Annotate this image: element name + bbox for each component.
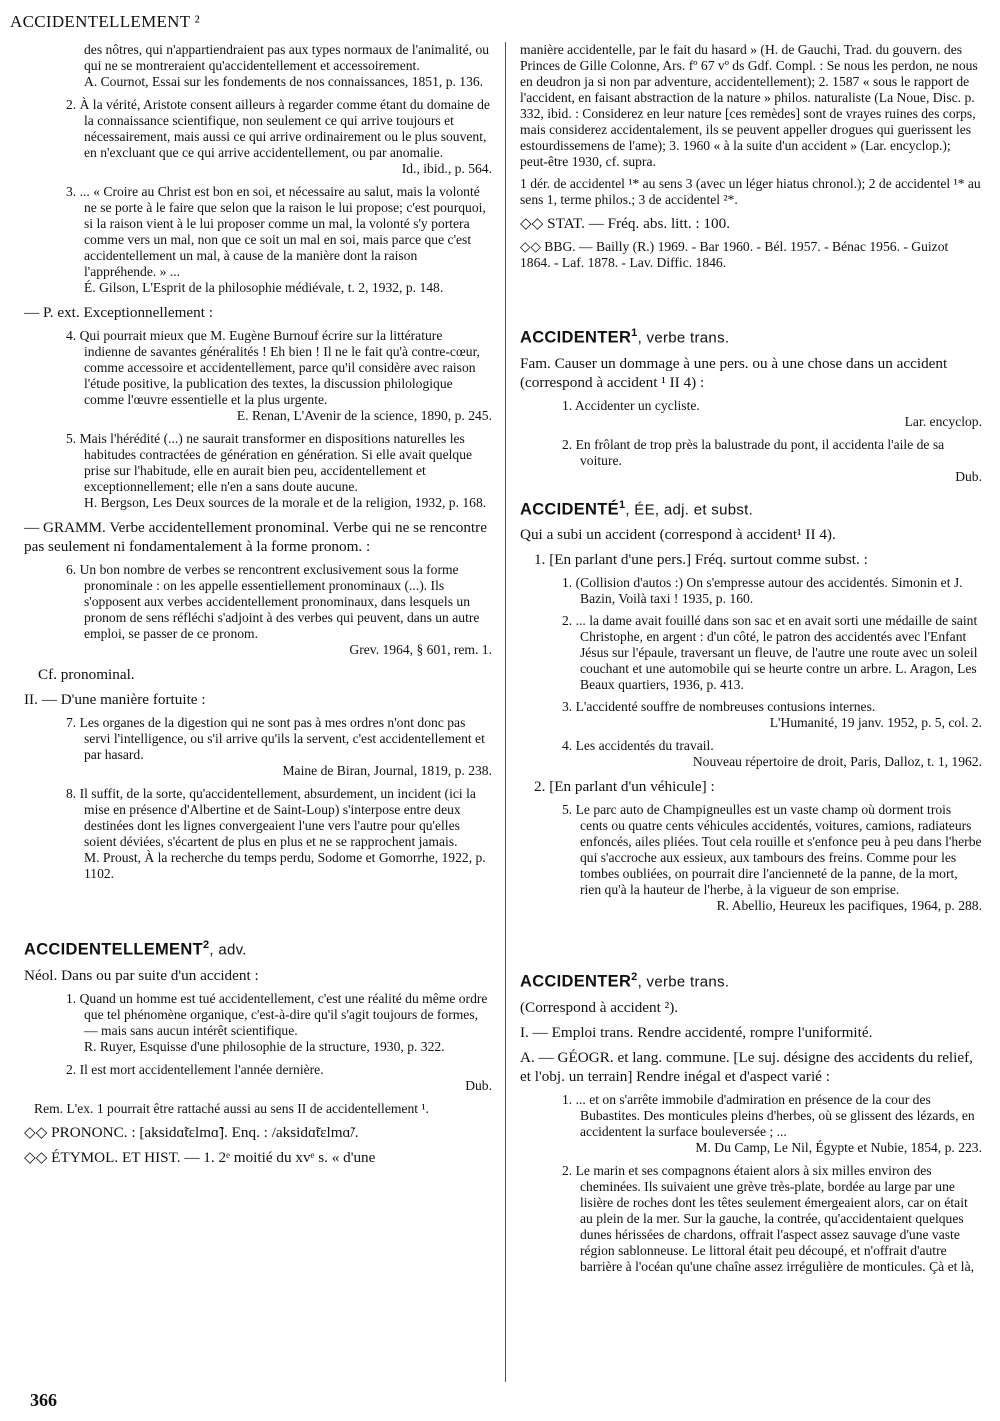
definition-neol: Néol. Dans ou par suite d'un accident : — [24, 966, 259, 984]
column-divider — [505, 42, 506, 1382]
example-1: 1. Accidenter un cycliste. — [562, 397, 700, 413]
pronunciation: ◇◇ PRONONC. : [aksidɑ̃tɛlmɑ̃]. Enq. : /aksidɑ̃tɛlmɑ̃/. — [24, 1123, 359, 1141]
running-head: ACCIDENTELLEMENT ² — [10, 12, 201, 31]
example-2: 2. Le marin et ses compagnons étaient alors à six milles environ des cheminées. Ils suivaient une grève très-plate, bordée au large par une lisière de roches dont les têtes seulement émergeaient alors, car on était au plein de la mer. Sur la gauche, la contrée, qu'accidentaient quelques dunes hérissées de chardons, offrait l'aspect assez sauvage d'une vaste région sablonneuse. Le littoral était peu découpé, et n'offrait d'autre barrière à l'océan qu'une chaîne assez irrégulière de monticules. Çà et là, — [562, 1162, 975, 1274]
example-source-2: Id., ibid., p. 564. — [401, 161, 492, 176]
example-source-4: Nouveau répertoire de droit, Paris, Dalloz, t. 1, 1962. — [692, 754, 982, 769]
example-2: 2. ... la dame avait fouillé dans son sac et en avait sorti une médaille de saint Christophe, en argent : d'un côté, le patron des accidentés avec l'Enfant Jésus sur l'épaule, traversant un fleuve, de l'autre une route avec un soleil couchant et une automobile qui se heurte contre un arbre. L. Aragon, Les Beaux quartiers, 1936, p. 413. — [562, 613, 978, 692]
example-source-4: E. Renan, L'Avenir de la science, 1890, p. 245. — [236, 408, 492, 423]
entry-heading-accidenter-2 — [520, 971, 982, 992]
definition: Qui a subi un accident (correspond à accident¹ II 4). — [520, 526, 836, 543]
entry-pos: , verbe trans. — [637, 973, 730, 991]
sense-gramm: — GRAMM. Verbe accidentellement pronominal. Verbe qui ne se rencontre pas seulement ni fondamentalement à la forme pronom. : — [24, 519, 487, 555]
neol-source-1: R. Ruyer, Esquisse d'une philosophie de la structure, 1930, p. 322. — [84, 1038, 445, 1054]
subsection-a: A. — GÉOGR. et lang. commune. [Le suj. désigne des accidents du relief, et l'obj. un terrain] Rendre inégal et d'aspect varié : — [520, 1048, 973, 1085]
example-source-1: M. Du Camp, Le Nil, Égypte et Nubie, 1854, p. 223. — [695, 1139, 982, 1155]
example-4: 4. Qui pourrait mieux que M. Eugène Burnouf écrire sur la littérature indienne de savantes généralités ! Eh bien ! Il ne le fait qu'à contre-cœur, comme accessoire et accidentellement, parce qu'il considère avec raison l'étude positive, la publication des textes, la discussion philologique comme l'œuvre essentielle et la plus urgente. — [66, 328, 480, 407]
sense-p-ext: — P. ext. Exceptionnellement : — [24, 304, 213, 321]
example-source-5: H. Bergson, Les Deux sources de la morale et de la religion, 1932, p. 168. — [84, 495, 487, 510]
bibliography: ◇◇ BBG. — Bailly (R.) 1969. - Bar 1960. - Bél. 1957. - Bénac 1956. - Guizot 1864. - Laf. 1878. - Lav. Diffic. 1846. — [520, 239, 949, 270]
example-8: 8. Il suffit, de la sorte, qu'accidentellement, absurdement, un incident (ici la mise en présence d'Albertine et de Saint-Loup) s'interpose entre deux destinées dont les lignes convergeaient l'une vers l'autre pour qu'elles soient déviées, s'écartent de plus en plus et ne se rapprochent jamais. — [66, 786, 476, 849]
example-4: 4. Les accidentés du travail. — [562, 738, 714, 753]
section-ii: II. — D'une manière fortuite : — [24, 691, 206, 708]
entry-homograph: 2 — [202, 939, 210, 951]
entry-homograph: 2 — [631, 971, 638, 983]
example-source-2: Dub. — [955, 468, 982, 484]
example-source-3: É. Gilson, L'Esprit de la philosophie médiévale, t. 2, 1932, p. 148. — [84, 280, 444, 295]
statistics: ◇◇ STAT. — Fréq. abs. litt. : 100. — [520, 215, 731, 232]
entry-pos: , ÉE, adj. et subst. — [625, 501, 754, 518]
entry-word: ACCIDENTÉ — [520, 500, 619, 518]
left-column — [24, 42, 492, 1381]
definition: Fam. Causer un dommage à une pers. ou à une chose dans un accident (correspond à accident ¹ II 4) : — [520, 354, 948, 391]
example-6: 6. Un bon nombre de verbes se rencontrent exclusivement sous la forme pronominale : on les appelle essentiellement pronominaux (...). Ils s'opposent aux verbes accidentellement pronominaux, dans lesquels un pronom de sens réfléchi s'adjoint à des verbes qui peuvent, dans un autre emploi, se passer de ce pronom. — [66, 562, 480, 641]
example-5: 5. Mais l'hérédité (...) ne saurait transformer en dispositions naturelles les habitudes contractées de génération en génération. Si elle avait quelque prise sur l'habitude, elle en aurait bien peu, accidentellement et exceptionnellement; elle n'en a sans doute aucune. — [66, 431, 473, 494]
entry-word: ACCIDENTELLEMENT — [24, 940, 203, 959]
neol-source-2: Dub. — [465, 1077, 492, 1093]
derivation-note: 1 dér. de accidentel ¹* au sens 3 (avec un léger hiatus chronol.); 2 de accidentel ¹* au sens 1, terme philos.; 3 de accidentel ²*. — [520, 176, 981, 207]
etymology-start: ◇◇ ÉTYMOL. ET HIST. — 1. 2ᵉ moitié du xvᵉ s. « d'une — [24, 1148, 376, 1166]
section-i: I. — Emploi trans. Rendre accidenté, rompre l'uniformité. — [520, 1023, 873, 1041]
sense-1: 1. [En parlant d'une pers.] Fréq. surtout comme subst. : — [534, 551, 868, 568]
example-source-7: Maine de Biran, Journal, 1819, p. 238. — [282, 763, 492, 778]
neol-example-2: 2. Il est mort accidentellement l'année dernière. — [66, 1061, 324, 1077]
example-7: 7. Les organes de la digestion qui ne sont pas à mes ordres n'ont donc pas servi l'intelligence, ou s'il arrive qu'ils la servent, c'est accidentellement et par hasard. — [66, 715, 485, 762]
entry-word: ACCIDENTER — [520, 972, 632, 991]
example-source-6: Grev. 1964, § 601, rem. 1. — [349, 642, 492, 657]
example-1: 1. ... et on s'arrête immobile d'admiration en présence de la cour des Bubastites. Des monticules pleins d'herbes, où se glissent des lézards, en accidentent la surface bouleversée ; ... — [562, 1091, 975, 1139]
page-number: 366 — [30, 1390, 57, 1410]
example-source-3: L'Humanité, 19 janv. 1952, p. 5, col. 2. — [769, 715, 982, 730]
example-source-5: R. Abellio, Heureux les pacifiques, 1964, p. 288. — [716, 898, 982, 913]
example-3: 3. L'accidenté souffre de nombreuses contusions internes. — [562, 699, 876, 714]
entry-homograph: 1 — [618, 498, 626, 511]
sense-2: 2. [En parlant d'un véhicule] : — [534, 778, 715, 795]
example-3: 3. ... « Croire au Christ est bon en soi, et nécessaire au salut, mais la volonté ne se porte à le faire que selon que la raison le lui propose; c'est pourquoi, si la raison vient à le lui proposer comme un mal, la volonté s'y portera comme vers un mal, non que ce soit un mal en soi, mais parce que c'est accidentellement un mal, à cause de la manière dont la raison l'appréhende. » ... — [66, 184, 486, 279]
example-2: 2. À la vérité, Aristote consent ailleurs à regarder comme étant du domaine de la connaissance scientifique, non seulement ce qui arrive toujours et nécessairement, mais aussi ce qui arrive ordinairement ou le plus souvent, en n'excluant que ce qui arrive accidentellement, ou par anomalie. — [66, 97, 490, 160]
example-5: 5. Le parc auto de Champigneulles est un vaste champ où dorment trois cents ou quatre cents véhicules accidentés, voitures, camions, radiateurs enfoncés, ailes pliées. Tout cela rouille et s'enfonce peu à peu dans l'herbe qui s'accroche aux essieux, aux tambours des freins. Comme pour les tombes oubliées, on pourrait dire l'ancienneté de la panne, de la mort, rien qu'à la hauteur de l'herbe, à la vigueur de son emprise. — [562, 802, 982, 897]
entry-pos: , verbe trans. — [637, 329, 730, 347]
etymology-continued: manière accidentelle, par le fait du hasard » (H. de Gauchi, Trad. du gouvern. des Princes de Gille Colonne, Ars. fº 67 vº ds Gdf. Compl. : Se nous les perdon, ne nous en deudron ja si non par adventure, accidentellement); 2. 1587 « sous le rapport de l'accident, en faisant abstraction de la nature » philos. naturaliste (La Noue, Disc. p. 332, ibid. : Considerez en leur nature [ces remèdes] sont de vrayes ruines des corps, mais considerez accidentalement, ils se peuvent appeller drogues qui guerissent les estourdissemens de l'ame); 3. 1960 « à la suite d'un accident » (Lar. encyclop.); peut-être 1930, cf. supra. — [520, 42, 978, 169]
cross-reference: Cf. pronominal. — [38, 666, 135, 683]
remark: Rem. L'ex. 1 pourrait être rattaché aussi au sens II de accidentellement ¹. — [34, 1100, 429, 1116]
right-column — [520, 42, 982, 1381]
example-source: A. Cournot, Essai sur les fondements de nos connaissances, 1851, p. 136. — [84, 74, 484, 89]
entry-heading-accidentellement-2 — [24, 939, 492, 960]
entry-pos: , adv. — [209, 941, 247, 959]
entry-word: ACCIDENTER — [520, 328, 632, 347]
example-2: 2. En frôlant de trop près la balustrade du pont, il accidenta l'aile de sa voiture. — [562, 436, 945, 468]
entry-heading-accidente-1 — [520, 499, 982, 520]
neol-example-1: 1. Quand un homme est tué accidentellement, c'est une réalité du même ordre que tel phénomène organique, c'est-à-dire qu'il s'agit toujours de formes, — mais sans aucun intérêt scientifique. — [66, 990, 488, 1038]
entry-heading-accidenter-1 — [520, 327, 982, 348]
definition: (Correspond à accident ²). — [520, 998, 679, 1016]
example-source-1: Lar. encyclop. — [904, 413, 982, 429]
example-source-8: M. Proust, À la recherche du temps perdu, Sodome et Gomorrhe, 1922, p. 1102. — [84, 850, 486, 881]
example-continued: des nôtres, qui n'appartiendraient pas aux types normaux de l'animalité, ou qui ne se montreraient qu'accidentellement et accessoirement. — [84, 42, 490, 73]
example-1: 1. (Collision d'autos :) On s'empresse autour des accidentés. Simonin et J. Bazin, Voilà taxi ! 1935, p. 160. — [562, 575, 963, 606]
entry-homograph: 1 — [631, 327, 638, 339]
